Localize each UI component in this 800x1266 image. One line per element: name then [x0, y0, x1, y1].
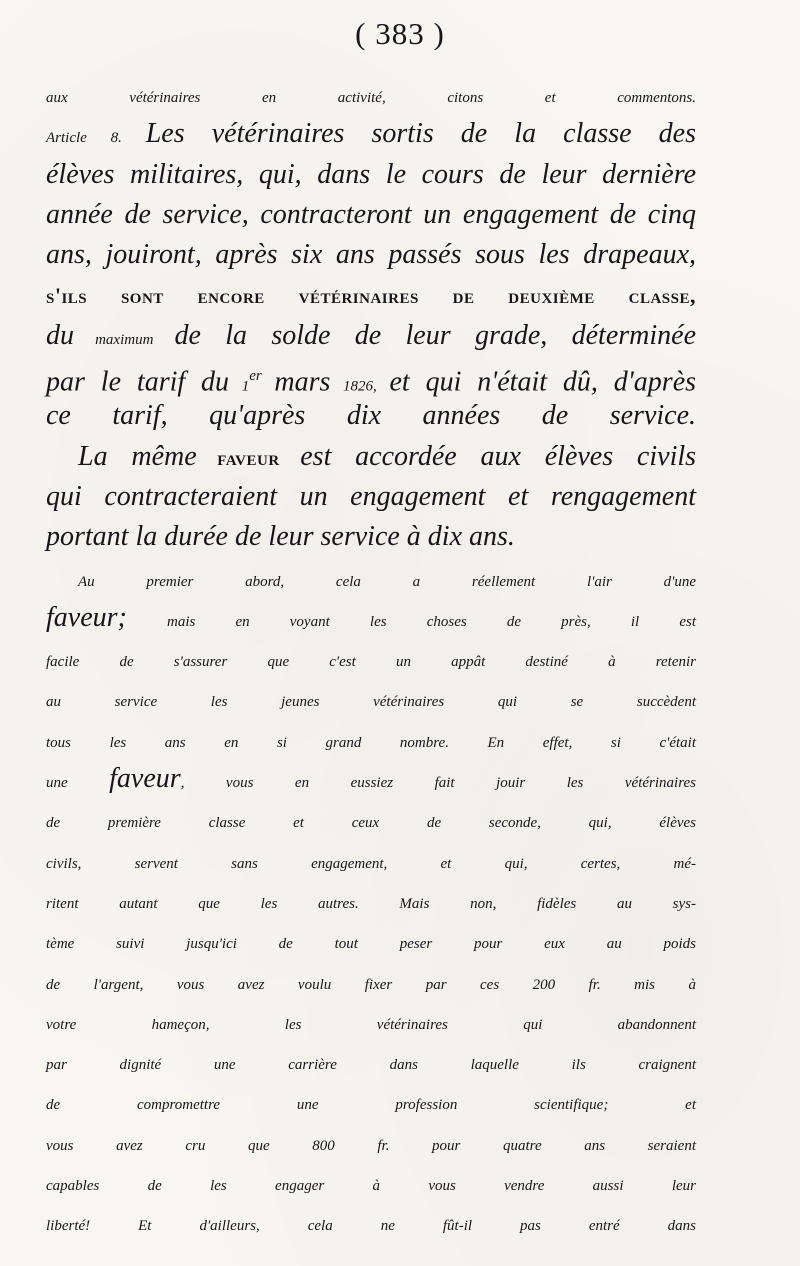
- text-line: [46, 477, 696, 517]
- text-line: [46, 155, 696, 195]
- text-line: [46, 840, 696, 880]
- text-line: [46, 316, 696, 356]
- text-line: [46, 920, 696, 960]
- text-segment: et qui n'était dû, d'après: [389, 366, 697, 398]
- text-segment: élèves militaires, qui, dans le cours de leur dernière: [46, 158, 696, 190]
- text-segment: tous les ans en si grand nombre. En effet, si c'était: [46, 734, 696, 751]
- text-segment: faveur;: [46, 601, 127, 633]
- text-line: [46, 356, 696, 396]
- text-segment: une: [46, 775, 110, 792]
- text-segment: 1: [229, 378, 250, 395]
- text-segment: de compromettre une profession scientifique; et: [46, 1097, 696, 1114]
- text-segment: 1826,: [330, 378, 390, 395]
- page-number: ( 383 ): [355, 16, 445, 51]
- text-line: [46, 1001, 696, 1041]
- text-segment: [262, 378, 275, 394]
- text-segment: par dignité une carrière dans laquelle ils craignent: [46, 1057, 696, 1074]
- text-segment: ce tarif, qu'après dix années de service.: [46, 400, 696, 432]
- text-segment: qui contracteraient un engagement et rengagement: [46, 480, 696, 512]
- text-segment: ritent autant que les autres. Mais non, fidèles au sys-: [46, 895, 696, 912]
- text-segment: vous avez cru que 800 fr. pour quatre ans seraient: [46, 1137, 696, 1154]
- text-segment: faveur: [109, 763, 181, 795]
- text-segment: mars: [274, 366, 331, 398]
- text-segment: maximum: [74, 331, 175, 348]
- text-segment: de la solde de leur grade, déterminée: [174, 319, 696, 351]
- text-segment: [197, 453, 218, 469]
- text-line: [46, 638, 696, 678]
- text-segment: aux vétérinaires en activité, citons et commentons.: [46, 90, 696, 106]
- text-line: [46, 1081, 696, 1121]
- text-segment: Les vétérinaires sortis de la classe des: [145, 118, 696, 150]
- text-line: [46, 517, 696, 557]
- text-line: [46, 961, 696, 1001]
- text-segment: par le tarif du: [46, 366, 230, 398]
- text-segment: er: [249, 368, 262, 385]
- text-segment: mais en voyant les choses de près, il est: [126, 613, 696, 630]
- text-line: [46, 880, 696, 920]
- text-segment: facile de s'assurer que c'est un appât destiné à retenir: [46, 654, 696, 671]
- text-line: [46, 799, 696, 839]
- text-line: [46, 437, 696, 477]
- text-line: [46, 235, 696, 275]
- text-line: [46, 275, 696, 315]
- text-line: [46, 195, 696, 235]
- text-segment: [280, 453, 301, 469]
- text-line: [46, 558, 696, 598]
- text-segment: Au premier abord, cela a réellement l'air d'une: [78, 573, 696, 590]
- text-segment: liberté! Et d'ailleurs, cela ne fût-il pas entré dans: [46, 1218, 696, 1235]
- text-segment: La même: [78, 440, 197, 472]
- text-line: [46, 1122, 696, 1162]
- text-line: [46, 396, 696, 436]
- text-segment: de l'argent, vous avez voulu fixer par ces 200 fr. mis à: [46, 976, 696, 993]
- text-segment: faveur: [217, 444, 280, 470]
- text-line: [46, 1041, 696, 1081]
- text-line: [46, 74, 696, 114]
- text-line: [46, 759, 696, 799]
- text-segment: portant la durée de leur service à dix ans.: [46, 521, 515, 553]
- text-line: [46, 1202, 696, 1242]
- text-line: [46, 598, 696, 638]
- text-segment: année de service, contracteront un engagement de cinq: [46, 198, 696, 230]
- text-line: [46, 114, 696, 154]
- text-segment: Article 8.: [46, 130, 146, 147]
- text-line: [46, 719, 696, 759]
- text-line: [46, 678, 696, 718]
- text-segment: votre hameçon, les vétérinaires qui abandonnent: [46, 1016, 696, 1033]
- text-segment: , vous en eussiez fait jouir les vétérinaires: [180, 775, 696, 792]
- text-segment: s'ils sont encore vétérinaires de deuxième classe,: [46, 283, 696, 309]
- text-segment: civils, servent sans engagement, et qui, certes, mé-: [46, 855, 696, 872]
- text-line: [46, 1162, 696, 1202]
- text-segment: au service les jeunes vétérinaires qui se succèdent: [46, 694, 696, 711]
- text-segment: capables de les engager à vous vendre aussi leur: [46, 1178, 696, 1195]
- text-segment: ans, jouiront, après six ans passés sous les drapeaux,: [46, 239, 696, 271]
- text-segment: est accordée aux élèves civils: [300, 440, 697, 472]
- body-text: [46, 74, 696, 1243]
- text-segment: de première classe et ceux de seconde, qui, élèves: [46, 815, 696, 832]
- text-segment: du: [46, 319, 74, 351]
- text-segment: tème suivi jusqu'ici de tout peser pour eux au poids: [46, 936, 696, 953]
